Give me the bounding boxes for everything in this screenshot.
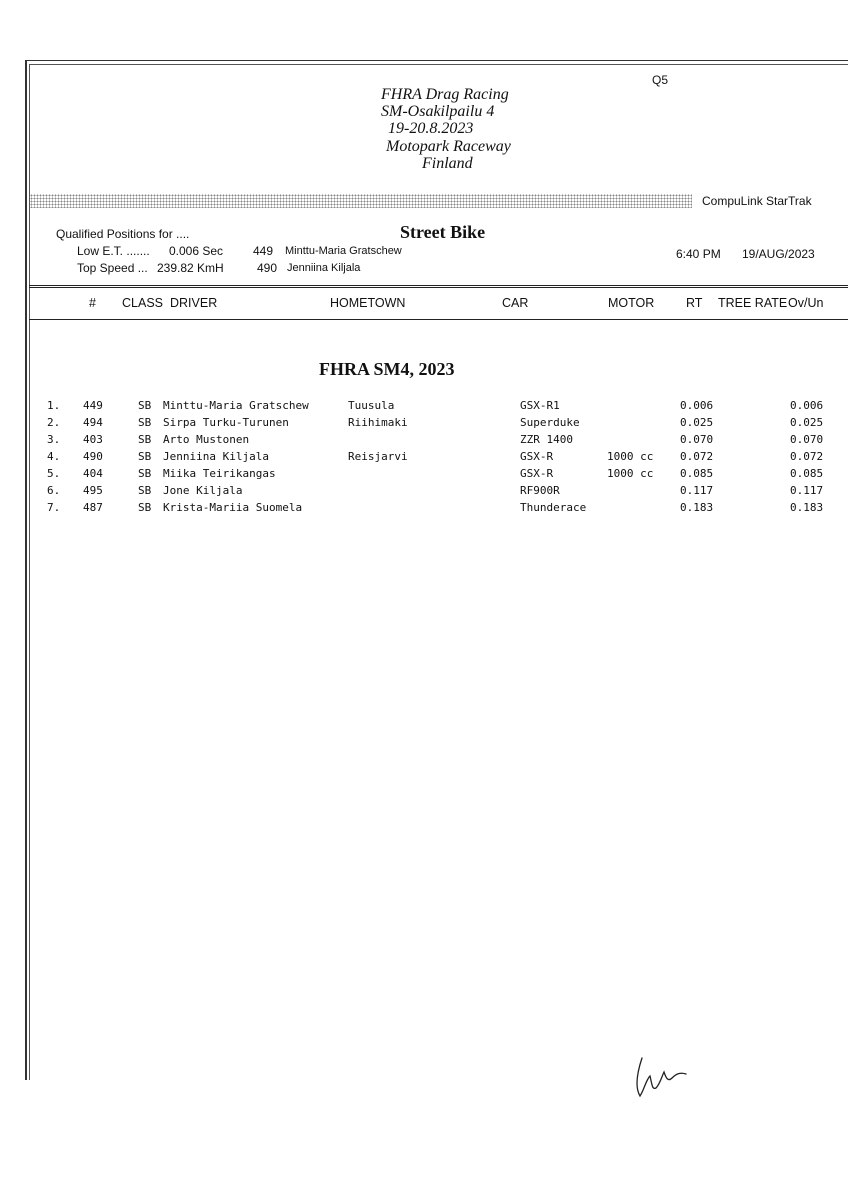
header-rule-bottom (29, 319, 848, 320)
row-ovun: 0.183 (790, 501, 824, 514)
dotted-separator-band (30, 194, 692, 208)
top-speed-label: Top Speed ... (77, 261, 148, 275)
row-class: SB (138, 433, 152, 446)
row-ovun: 0.117 (790, 484, 824, 497)
low-et-value: 0.006 Sec (169, 244, 224, 258)
report-time: 6:40 PM (676, 247, 721, 261)
row-ovun: 0.070 (790, 433, 824, 446)
table-row (0, 450, 848, 467)
class-title: Street Bike (400, 222, 486, 242)
row-rt: 0.085 (680, 467, 714, 480)
col-number: # (89, 296, 96, 310)
col-hometown: HOMETOWN (330, 296, 406, 310)
low-et-label: Low E.T. ....... (77, 244, 150, 258)
row-driver: Krista-Mariia Suomela (163, 501, 303, 514)
top-speed-number: 490 (257, 261, 278, 275)
row-position: 7. (47, 501, 61, 514)
row-position: 1. (47, 399, 61, 412)
row-car: Thunderace (520, 501, 587, 514)
frame-border-left (25, 60, 27, 1080)
row-rt: 0.006 (680, 399, 714, 412)
row-car: GSX-R (520, 450, 554, 463)
signature (630, 1050, 700, 1110)
event-venue: Motopark Raceway (386, 138, 511, 155)
row-number: 495 (83, 484, 103, 497)
row-car: Superduke (520, 416, 580, 429)
row-ovun: 0.072 (790, 450, 824, 463)
row-number: 404 (83, 467, 103, 480)
row-number: 403 (83, 433, 103, 446)
table-row (0, 501, 848, 518)
col-car: CAR (502, 296, 529, 310)
col-tree-rate: TREE RATE (718, 296, 788, 310)
header-rule-top (29, 285, 848, 286)
table-row (0, 399, 848, 416)
table-row (0, 433, 848, 450)
row-ovun: 0.025 (790, 416, 824, 429)
row-rt: 0.070 (680, 433, 714, 446)
row-class: SB (138, 467, 152, 480)
row-ovun: 0.006 (790, 399, 824, 412)
row-position: 5. (47, 467, 61, 480)
top-speed-value: 239.82 KmH (157, 261, 224, 275)
round-label: Q5 (652, 73, 669, 87)
row-position: 6. (47, 484, 61, 497)
event-country: Finland (422, 155, 473, 172)
row-car: GSX-R1 (520, 399, 560, 412)
row-class: SB (138, 416, 152, 429)
col-driver: DRIVER (170, 296, 218, 310)
event-subtitle: SM-Osakilpailu 4 (381, 103, 495, 120)
header-rule-top-2 (29, 287, 848, 288)
row-hometown: Reisjarvi (348, 450, 408, 463)
row-class: SB (138, 399, 152, 412)
row-motor: 1000 cc (607, 467, 654, 480)
report-date: 19/AUG/2023 (742, 247, 815, 261)
row-driver: Sirpa Turku-Turunen (163, 416, 289, 429)
row-car: ZZR 1400 (520, 433, 573, 446)
row-driver: Arto Mustonen (163, 433, 250, 446)
row-class: SB (138, 450, 152, 463)
frame-border-top (25, 60, 848, 61)
table-row (0, 484, 848, 501)
row-hometown: Riihimaki (348, 416, 408, 429)
row-class: SB (138, 484, 152, 497)
row-number: 487 (83, 501, 103, 514)
row-driver: Jenniina Kiljala (163, 450, 269, 463)
low-et-driver: Minttu-Maria Gratschew (285, 245, 402, 257)
col-ovun: Ov/Un (788, 296, 824, 310)
row-number: 494 (83, 416, 103, 429)
frame-border-top-inner (29, 64, 848, 65)
row-position: 3. (47, 433, 61, 446)
table-row (0, 467, 848, 484)
row-ovun: 0.085 (790, 467, 824, 480)
row-rt: 0.183 (680, 501, 714, 514)
row-driver: Miika Teirikangas (163, 467, 276, 480)
row-position: 2. (47, 416, 61, 429)
event-dates: 19-20.8.2023 (388, 120, 474, 137)
frame-border-left-inner (29, 64, 30, 1080)
row-driver: Jone Kiljala (163, 484, 243, 497)
low-et-number: 449 (253, 244, 274, 258)
col-class: CLASS (122, 296, 163, 310)
row-number: 490 (83, 450, 103, 463)
row-motor: 1000 cc (607, 450, 654, 463)
row-driver: Minttu-Maria Gratschew (163, 399, 309, 412)
row-car: RF900R (520, 484, 560, 497)
vendor-label: CompuLink StarTrak (702, 194, 812, 208)
top-speed-driver: Jenniina Kiljala (287, 262, 361, 274)
row-rt: 0.117 (680, 484, 714, 497)
table-row (0, 416, 848, 433)
row-number: 449 (83, 399, 103, 412)
section-title: FHRA SM4, 2023 (319, 359, 455, 379)
row-position: 4. (47, 450, 61, 463)
col-rt: RT (686, 296, 703, 310)
row-hometown: Tuusula (348, 399, 395, 412)
qualified-positions-label: Qualified Positions for .... (56, 227, 190, 241)
row-class: SB (138, 501, 152, 514)
col-motor: MOTOR (608, 296, 655, 310)
row-rt: 0.072 (680, 450, 714, 463)
row-car: GSX-R (520, 467, 554, 480)
event-title: FHRA Drag Racing (381, 86, 509, 103)
row-rt: 0.025 (680, 416, 714, 429)
